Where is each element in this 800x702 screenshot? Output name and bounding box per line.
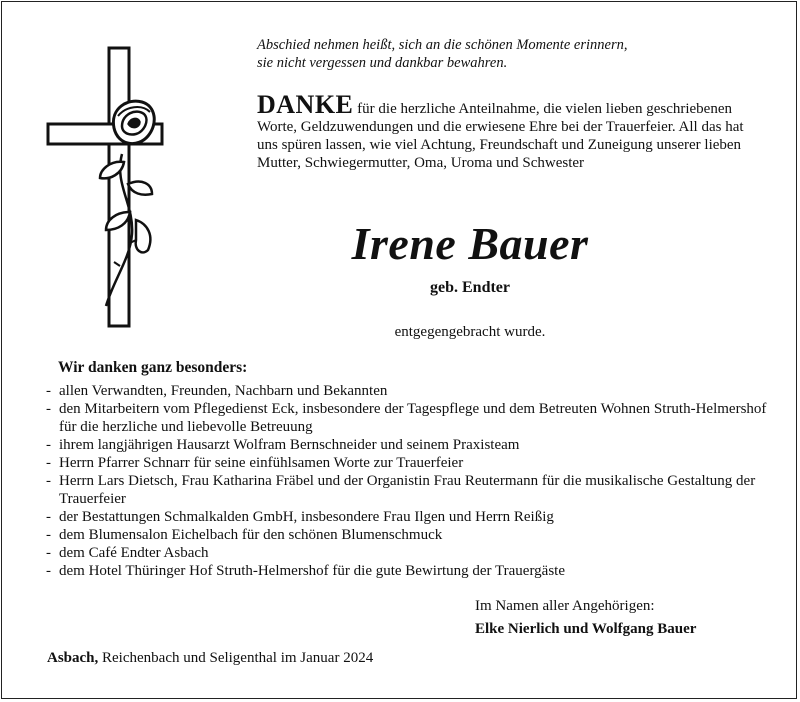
deceased-name: Irene Bauer	[351, 218, 589, 269]
list-item: - Herrn Pfarrer Schnarr für seine einfühlsamen Worte zur Trauerfeier	[44, 454, 784, 472]
list-item: - dem Blumensalon Eichelbach für den schönen Blumenschmuck	[44, 526, 784, 544]
signer-names: Elke Nierlich und Wolfgang Bauer	[475, 621, 697, 637]
farewell-quote	[257, 36, 777, 72]
list-item: - Herrn Lars Dietsch, Frau Katharina Fräbel und der Organistin Frau Reutermann für die musikalische Gestaltung der Trauerfeier	[44, 472, 784, 508]
place-date-line	[47, 649, 373, 667]
list-item: - der Bestattungen Schmalkalden GmbH, insbesondere Frau Ilgen und Herrn Reißig	[44, 508, 784, 526]
place-rest: Reichenbach und Seligenthal im Januar 2024	[98, 650, 374, 666]
list-item: - allen Verwandten, Freunden, Nachbarn und Bekannten	[44, 382, 784, 400]
birth-name: geb. Endter	[430, 279, 510, 296]
place-town: Asbach,	[47, 650, 99, 666]
thanks-headline: DANKE	[257, 90, 354, 119]
list-item: - ihrem langjährigen Hausarzt Wolfram Bernschneider und seinem Praxisteam	[44, 436, 784, 454]
special-thanks-heading: Wir danken ganz besonders:	[58, 359, 248, 376]
received-text: entgegengebracht wurde.	[394, 324, 546, 340]
list-item: - dem Café Endter Asbach	[44, 544, 784, 562]
cross-with-rose-icon	[44, 44, 164, 334]
thanks-text: für die herzliche Anteilnahme, die vielen lieben geschriebenen Worte, Geldzuwendungen und die erwiesene Ehre bei der Trauerfeier. All das hat uns spüren lassen, wie viel Achtung, Freundschaft und Zuneigung unserer lieben Mutter, Schwiegermutter, Oma, Uroma und Schwester	[257, 101, 744, 171]
farewell-quote-line: Abschied nehmen heißt, sich an die schönen Momente erinnern,	[257, 37, 628, 53]
list-item: - den Mitarbeitern vom Pflegedienst Eck, insbesondere der Tagespflege und dem Betreuten Wohnen Struth-Helmershof für die herzliche und liebevolle Betreuung	[44, 400, 784, 436]
list-item: - dem Hotel Thüringer Hof Struth-Helmershof für die gute Bewirtung der Trauergäste	[44, 562, 784, 580]
farewell-quote-line: sie nicht vergessen und dankbar bewahren.	[257, 55, 508, 71]
on-behalf-text: Im Namen aller Angehörigen:	[475, 598, 655, 614]
special-thanks-list	[44, 382, 784, 580]
thanks-paragraph	[257, 90, 757, 172]
